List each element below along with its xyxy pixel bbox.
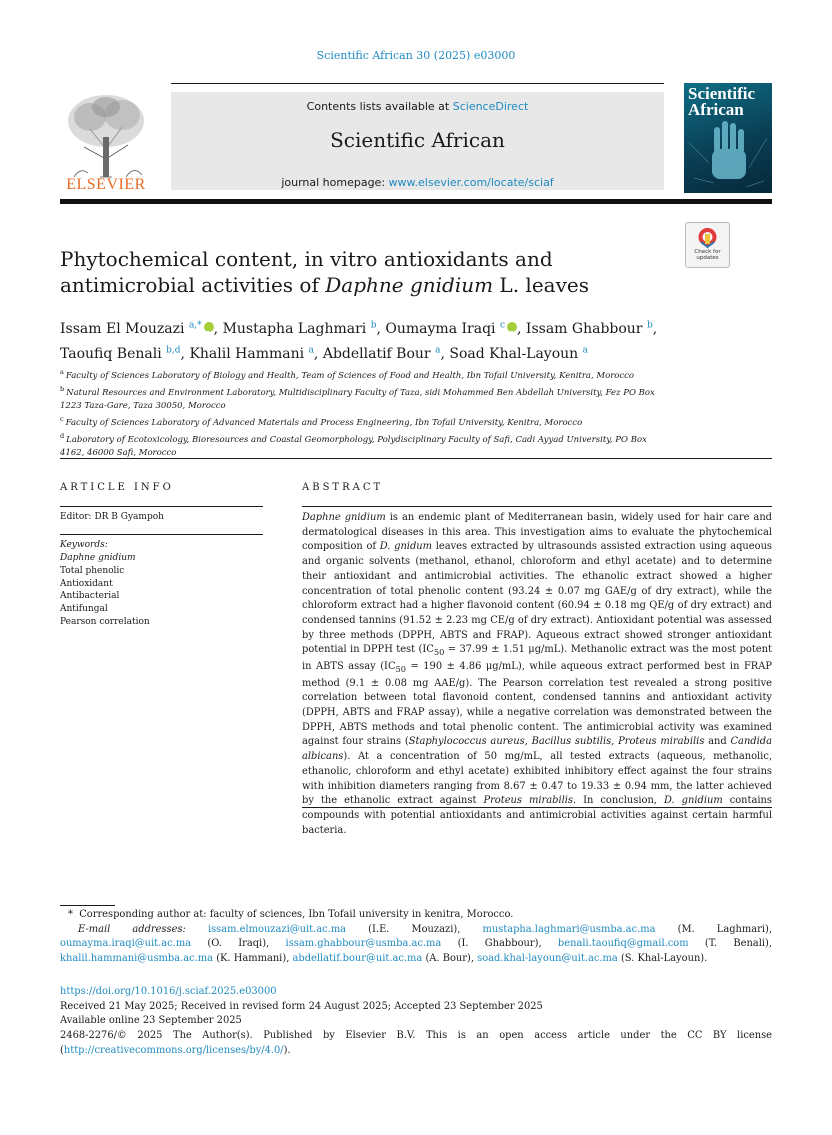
keyword: Antioxidant (60, 578, 113, 589)
abstract-run: and (704, 736, 731, 748)
author[interactable] (449, 346, 588, 362)
check-for-updates-button[interactable] (685, 222, 730, 268)
orcid-icon[interactable] (507, 322, 517, 332)
article-info-rule (60, 506, 263, 507)
abstract-heading: ABSTRACT (302, 482, 384, 493)
author-name: Issam El Mouzazi (60, 320, 185, 337)
abstract-text (302, 511, 772, 838)
email-owner: (I.E. Mouzazi), (368, 923, 461, 935)
keywords-label: Keywords: (60, 540, 108, 550)
email-owner: (I. Ghabbour), (457, 938, 542, 950)
email-link[interactable]: issam.ghabbour@usmba.ac.ma (285, 938, 442, 950)
title-main: Phytochemical content, in vitro antioxidants and antimicrobial activities of (60, 247, 553, 297)
author-affiliation-marker[interactable]: a (582, 345, 589, 356)
homepage-link[interactable]: www.elsevier.com/locate/sciaf (388, 176, 554, 189)
elsevier-wordmark: ELSEVIER (66, 176, 146, 193)
keywords-list (60, 552, 150, 629)
author-affiliation-marker[interactable]: b (370, 320, 377, 330)
keyword: Pearson correlation (60, 616, 150, 627)
affiliation-item (60, 430, 670, 460)
journal-citation[interactable]: Scientific African 30 (2025) e03000 (316, 49, 516, 62)
abstract-run: In conclusion, (576, 795, 664, 807)
received-dates: Received 21 May 2025; Received in revised form 24 August 2025; Accepted 23 September 2025 (60, 1000, 543, 1012)
author[interactable]: Issam El Mouzazi $^{a,*}$iD , (60, 321, 218, 337)
author-affiliation-marker[interactable]: b (646, 320, 653, 330)
abstract-run: = 190 ± 4.86 μg/mL), while aqueous extract performed best in FRAP method (9.1 ± 0.08 mg AAE/g). The Pearson correlation test revealed a strong positive correlation between total flavonoid content, condensed tannins and antioxidant activity (DPPH, ABTS and FRAP assay), while a negative correlation was demonstrated between the DPPH, ABTS methods and total phenolic content. The antimicrobial activity was examined against four strains ( (302, 661, 773, 748)
keywords-rule (60, 534, 263, 535)
available-online: Available online 23 September 2025 (60, 1015, 242, 1027)
contents-line (171, 100, 664, 113)
affiliation-letter: a (60, 368, 64, 376)
license-open: ( (60, 1044, 64, 1056)
editor-line: Editor: DR B Gyampoh (60, 512, 164, 522)
author-affiliation-marker[interactable]: c (499, 320, 506, 330)
homepage-line (171, 176, 664, 189)
abstract-species: Candida albicans (302, 736, 772, 763)
affiliation-item (60, 366, 670, 383)
keyword: Antifungal (60, 604, 108, 615)
affiliation-text: Natural Resources and Environment Laboratory, Multidisciplinary Faculty of Taza, sidi Mohammed Ben Abdellah University, Fez PO Box 1223 Taza-Gare, Taza 30050, Morocco (60, 387, 655, 412)
affiliation-letter: d (60, 432, 65, 441)
author-affiliation-marker[interactable]: a,* (188, 320, 202, 330)
author[interactable]: Mustapha Laghmari $^b$, (222, 320, 381, 337)
email-owner: (T. Benali), (704, 938, 772, 950)
homepage-prefix: journal homepage: (281, 176, 389, 189)
crossmark-icon (686, 225, 729, 251)
corresponding-author-note: * Corresponding author at: faculty of sciences, Ibn Tofail university in kenitra, Morocco. (68, 909, 514, 920)
email-owner: (K. Hammani), (216, 953, 290, 965)
author-name: Oumayma Iraqi (385, 320, 496, 337)
author[interactable]: Issam Ghabbour $^b$, (525, 320, 658, 337)
email-link[interactable]: issam.elmouzazi@uit.ac.ma (207, 923, 347, 935)
abstract-run: ). At a concentration of 50 mg/mL, all tested extracts (aqueous, methanolic, ethanolic, chloroform and ethyl acetate) exhibited inhibitory effect against the four strains with inhibition diameters ranging from 8.67 ± 0.47 to 19.33 ± 0.94 mm, the latter achieved by the ethanolic extract against (302, 751, 772, 807)
affiliation-text: Laboratory of Ecotoxicology, Bioresources and Coastal Geomorphology, Polydisciplinary Faculty of Safi, Cadi Ayyad University, PO Box 4162, 46000 Safi, Morocco (60, 435, 647, 459)
author-list (60, 314, 720, 365)
abstract-species: Staphylococcus aureus, Bacillus subtilis, Proteus mirabilis (408, 736, 705, 748)
author[interactable]: Khalil Hammani $^a$, (189, 345, 319, 363)
license-statement (60, 1029, 772, 1058)
author[interactable]: Abdellatif Bour $^a$, (322, 345, 445, 363)
keyword: Daphne gnidium (60, 553, 136, 563)
header-rule (171, 83, 664, 84)
abstract-species: D. gnidum (379, 541, 433, 553)
author-affiliation-marker[interactable]: a (435, 345, 441, 356)
email-link[interactable]: soad.khal-layoun@uit.ac.ma (477, 953, 618, 965)
abstract-run: is an endemic plant of Mediterranean basin, widely used for hair care and dermatological diseases in this area. This investigation aims to evaluate the phytochemical composition of (302, 512, 772, 553)
author-name: Taoufiq Benali (60, 346, 162, 363)
journal-header (60, 83, 772, 201)
journal-title: Scientific African (330, 128, 505, 152)
header-divider (60, 199, 772, 204)
keyword: Total phenolic (60, 565, 125, 576)
abstract-species: Daphne gnidium (302, 512, 386, 523)
affiliation-letter: c (60, 415, 64, 424)
email-link[interactable]: oumayma.iraqi@uit.ac.ma (60, 938, 192, 950)
email-owner: (M. Laghmari), (677, 923, 773, 935)
author-name: Abdellatif Bour (322, 346, 431, 363)
affiliation-text: Faculty of Sciences Laboratory of Biology and Health, Team of Sciences of Food and Health, Ibn Tofail University, Kenitra, Morocco (65, 370, 635, 381)
email-label: E-mail addresses: (78, 923, 186, 935)
keyword: Antibacterial (60, 591, 120, 602)
article-info-heading: ARTICLE INFO (60, 482, 174, 493)
journal-cover-image[interactable] (684, 83, 772, 193)
email-owner: (O. Iraqi), (207, 938, 270, 950)
abstract-species: Proteus mirabilis. (483, 795, 577, 807)
abstract-subscript: 50 (433, 647, 445, 658)
author[interactable]: Oumayma Iraqi $^c$iD , (385, 321, 521, 337)
check-for-updates-label: Check for updates (694, 249, 721, 261)
license-close: ). (283, 1044, 291, 1056)
abstract-species: D. gnidium (663, 795, 723, 807)
email-link[interactable]: benali.taoufiq@gmail.com (557, 938, 689, 950)
cover-title-line-2: African (688, 100, 744, 119)
author-name: Mustapha Laghmari (222, 320, 367, 337)
author-name: Issam Ghabbour (525, 320, 643, 337)
title-species: Daphne gnidium (325, 273, 494, 297)
publication-info (60, 985, 772, 1059)
email-addresses (60, 923, 772, 967)
contents-prefix: Contents lists available at (306, 100, 453, 113)
abstract-run: contains compounds with potential antioxidants and antimicrobial activities against certain harmful bacteria. (302, 795, 772, 836)
affiliation-text: Faculty of Sciences Laboratory of Advanced Materials and Process Engineering, Ibn Tofail University, Kenitra, Morocco (65, 418, 583, 429)
author[interactable]: Taoufiq Benali $^{b,d}$, (60, 345, 185, 363)
abstract-rule (302, 506, 772, 507)
email-owner: (A. Bour), (425, 953, 474, 965)
license-link[interactable]: http://creativecommons.org/licenses/by/4.0/ (63, 1044, 284, 1056)
author-name: Khalil Hammani (189, 346, 305, 363)
doi-link[interactable]: https://doi.org/10.1016/j.sciaf.2025.e03000 (60, 986, 277, 997)
affiliation-letter: b (60, 385, 65, 394)
author-affiliation-marker[interactable]: b,d (166, 345, 181, 356)
abstract-bottom-rule (302, 807, 772, 808)
cover-hand-icon (684, 83, 772, 193)
abstract-run: leaves extracted by ultrasounds assisted extraction using aqueous and organic solvents (methanol, ethanol, chloroform and ethyl acetate) and to determine their antioxidant and antimicrobial activities. The ethanolic extract showed a higher concentration of total phenolic content (93.24 ± 0.07 mg GAE/g of dry extract), while the chloroform extract had a higher flavonoid content (60.94 ± 0.18 mg QE/g of dry extract) and condensed tannins (91.52 ± 2.23 mg CE/g of dry extract). Antioxidant potential was assessed by three methods (DPPH, ABTS and FRAP). Aqueous extract showed stronger antioxidant potential in DPPH test (IC (302, 541, 772, 656)
email-link[interactable]: khalil.hammani@usmba.ac.ma (60, 953, 214, 965)
footnote-rule (60, 905, 115, 906)
author-affiliation-marker[interactable]: a (308, 345, 314, 356)
affiliation-item (60, 383, 670, 413)
article-title (60, 246, 670, 298)
abstract-run: = 37.99 ± 1.51 μg/mL). Methanolic extract was the most potent in ABTS assay (IC (302, 644, 772, 672)
affiliation-list (60, 366, 670, 461)
email-link[interactable]: mustapha.laghmari@usmba.ac.ma (482, 923, 656, 935)
author-name: Soad Khal-Layoun (449, 346, 579, 363)
affiliation-item (60, 413, 670, 430)
section-divider (60, 458, 772, 459)
footnotes (60, 908, 772, 967)
sciencedirect-link[interactable]: ScienceDirect (452, 100, 529, 113)
email-owner: (S. Khal-Layoun). (620, 953, 708, 965)
abstract-subscript: 50 (395, 663, 407, 674)
corresponding-text: Corresponding author at: faculty of sciences, Ibn Tofail university in kenitra, Morocco. (79, 909, 514, 920)
title-tail: L. leaves (493, 273, 589, 297)
email-link[interactable]: abdellatif.bour@uit.ac.ma (292, 953, 423, 965)
orcid-icon[interactable] (204, 322, 214, 332)
journal-banner (171, 92, 664, 190)
cover-title-line-1: Scientific (688, 84, 756, 103)
license-text: 2468-2276/© 2025 The Author(s). Published by Elsevier B.V. This is an open access article under the CC BY license (60, 1030, 772, 1042)
